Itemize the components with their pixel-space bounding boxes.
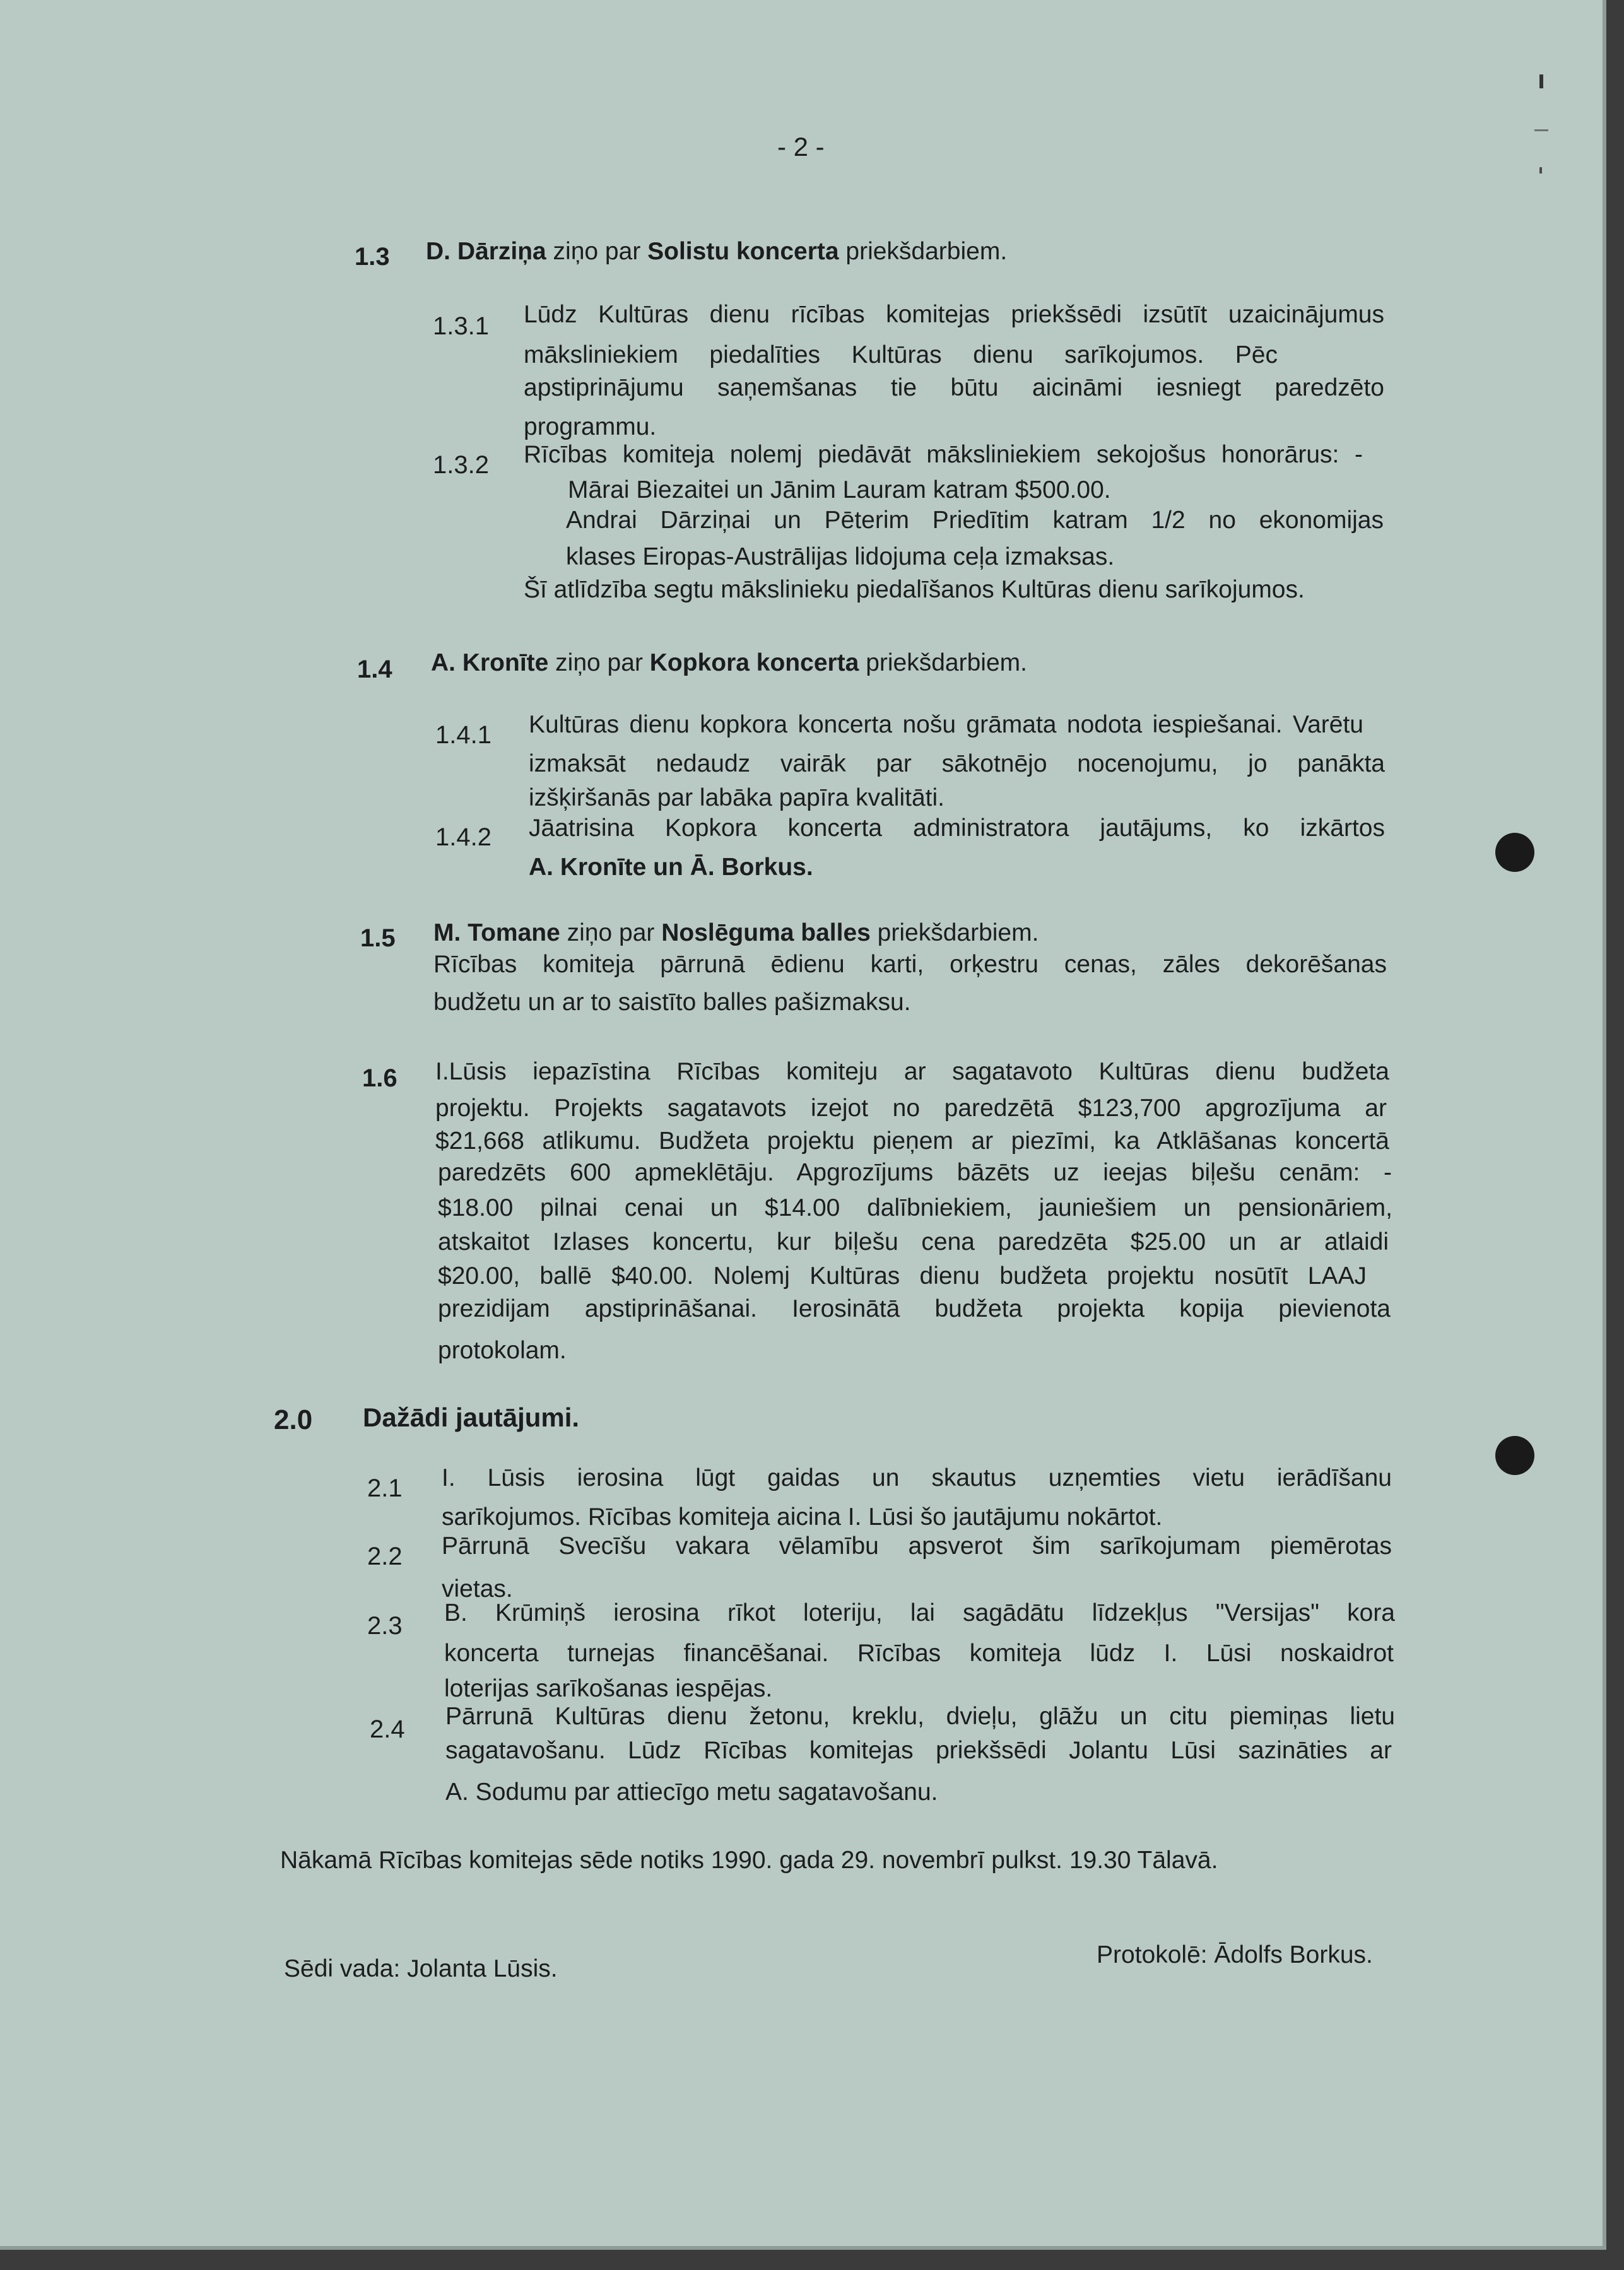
event-name: Solistu koncerta [647, 238, 839, 265]
text-line: Pārrunā Svecīšu vakara vēlamību apsverot šim sarīkojumam piemērotas [442, 1532, 1392, 1560]
text-line: projektu. Projekts sagatavots izejot no paredzētā $123,700 apgrozījuma ar [435, 1095, 1387, 1122]
text-line: Rīcības komiteja nolemj piedāvāt māksliniekiem sekojošus honorārus: - [524, 441, 1363, 468]
item-number: 1.3.2 [433, 451, 489, 479]
text-line: $18.00 pilnai cenai un $14.00 dalībniekiem, jauniešiem un pensionāriem, [438, 1194, 1392, 1221]
speaker-name: D. Dārziņa [426, 238, 546, 265]
section-heading [431, 647, 1027, 679]
text-line: Mārai Biezaitei un Jānim Lauram katram $500.00. [568, 476, 1111, 503]
edge-mark [1534, 129, 1548, 131]
punch-hole-top [1495, 833, 1534, 872]
text-line: A. Kronīte un Ā. Borkus. [529, 854, 813, 881]
item-number: 2.3 [367, 1612, 403, 1640]
chair-signature-line: Sēdi vada: Jolanta Lūsis. [284, 1955, 558, 1982]
text-line: $20.00, ballē $40.00. Nolemj Kultūras dienu budžeta projektu nosūtīt LAAJ [438, 1262, 1367, 1290]
text-line: koncerta turnejas financēšanai. Rīcības komiteja lūdz I. Lūsi noskaidrot [444, 1640, 1394, 1667]
text-line: prezidijam apstiprināšanai. Ierosinātā budžeta projekta kopija pievienota [438, 1295, 1391, 1322]
text-line: izšķiršanās par labāka papīra kvalitāti. [529, 784, 944, 811]
event-name: Kopkora koncerta [649, 649, 859, 676]
text-line: Andrai Dārziņai un Pēterim Priedītim katram 1/2 no ekonomijas [566, 507, 1384, 534]
text-line: izmaksāt nedaudz vairāk par sākotnējo nocenojumu, jo panākta [529, 750, 1385, 777]
text-line: sagatavošanu. Lūdz Rīcības komitejas priekšsēdi Jolantu Lūsi sazināties ar [445, 1737, 1392, 1764]
text-line: I.Lūsis iepazīstina Rīcības komiteju ar sagatavoto Kultūras dienu budžeta [435, 1058, 1389, 1085]
text-line: Šī atlīdzība segtu mākslinieku piedalīšanos Kultūras dienu sarīkojumos. [524, 576, 1305, 603]
item-number: 2.4 [370, 1715, 405, 1743]
text-line: loterijas sarīkošanas iespējas. [444, 1675, 773, 1702]
next-meeting-note: Nākamā Rīcības komitejas sēde notiks 1990. gada 29. novembrī pulkst. 19.30 Tālavā. [280, 1847, 1218, 1874]
section-number: 2.0 [274, 1404, 313, 1435]
edge-mark [1539, 167, 1542, 173]
text-line: Jāatrisina Kopkora koncerta administratora jautājums, ko izkārtos [529, 814, 1385, 842]
heading-text: priekšdarbiem. [859, 649, 1027, 676]
speaker-name: A. Kronīte [431, 649, 549, 676]
text-line: atskaitot Izlases koncertu, kur biļešu cena paredzēta $25.00 un ar atlaidi [438, 1228, 1389, 1256]
item-number: 1.4.2 [435, 823, 491, 851]
section-heading [433, 917, 1039, 949]
section-number: 1.3 [355, 243, 390, 271]
heading-text: priekšdarbiem. [870, 919, 1039, 946]
text-line: B. Krūmiņš ierosina rīkot loteriju, lai sagādātu līdzekļus "Versijas" kora [444, 1599, 1395, 1626]
text-line: I. Lūsis ierosina lūgt gaidas un skautus uzņemties vietu ierādīšanu [442, 1464, 1392, 1491]
item-number: 1.3.1 [433, 312, 489, 340]
event-name: Noslēguma balles [661, 919, 871, 946]
section-number: 1.6 [362, 1064, 397, 1092]
heading-text: ziņo par [548, 649, 650, 676]
punch-hole-bottom [1495, 1436, 1534, 1475]
item-number: 1.4.1 [435, 721, 491, 749]
text-line: programmu. [524, 413, 657, 440]
text-line: sarīkojumos. Rīcības komiteja aicina I. Lūsi šo jautājumu nokārtot. [442, 1503, 1163, 1531]
text-line: protokolam. [438, 1337, 567, 1364]
section-number: 1.4 [357, 656, 392, 683]
speaker-name: M. Tomane [433, 919, 560, 946]
text-line: Rīcības komiteja pārrunā ēdienu karti, orķestru cenas, zāles dekorēšanas [433, 951, 1387, 978]
text-line: A. Sodumu par attiecīgo metu sagatavošanu. [445, 1779, 938, 1806]
heading-text: ziņo par [560, 919, 662, 946]
heading-text: priekšdarbiem. [838, 238, 1008, 265]
section-heading [426, 236, 1007, 268]
text-line: Lūdz Kultūras dienu rīcības komitejas priekšsēdi izsūtīt uzaicinājumus [524, 301, 1384, 328]
text-line: apstiprinājumu saņemšanas tie būtu aicināmi iesniegt paredzēto [524, 374, 1384, 401]
heading-text: ziņo par [546, 238, 648, 265]
text-line: klases Eiropas-Austrālijas lidojuma ceļa izmaksas. [566, 543, 1115, 570]
text-line: Kultūras dienu kopkora koncerta nošu grāmata nodota iespiešanai. Varētu [529, 711, 1363, 738]
item-number: 2.1 [367, 1474, 403, 1502]
text-line: budžetu un ar to saistīto balles pašizmaksu. [433, 989, 911, 1016]
text-line: $21,668 atlikumu. Budžeta projektu pieņem ar piezīmi, ka Atklāšanas koncertā [435, 1127, 1389, 1155]
edge-mark [1539, 74, 1543, 88]
secretary-signature-line: Protokolē: Ādolfs Borkus. [1097, 1941, 1373, 1968]
item-number: 2.2 [367, 1543, 403, 1570]
section-number: 1.5 [360, 924, 396, 952]
text-line: māksliniekiem piedalīties Kultūras dienu sarīkojumos. Pēc [524, 341, 1278, 368]
text-line: vietas. [442, 1575, 513, 1603]
section-heading: Dažādi jautājumi. [363, 1403, 580, 1432]
text-line: paredzēts 600 apmeklētāju. Apgrozījums bāzēts uz ieejas biļešu cenām: - [438, 1159, 1392, 1186]
text-line: Pārrunā Kultūras dienu žetonu, kreklu, dvieļu, glāžu un citu piemiņas lietu [445, 1703, 1395, 1730]
page-number: - 2 - [777, 132, 825, 162]
